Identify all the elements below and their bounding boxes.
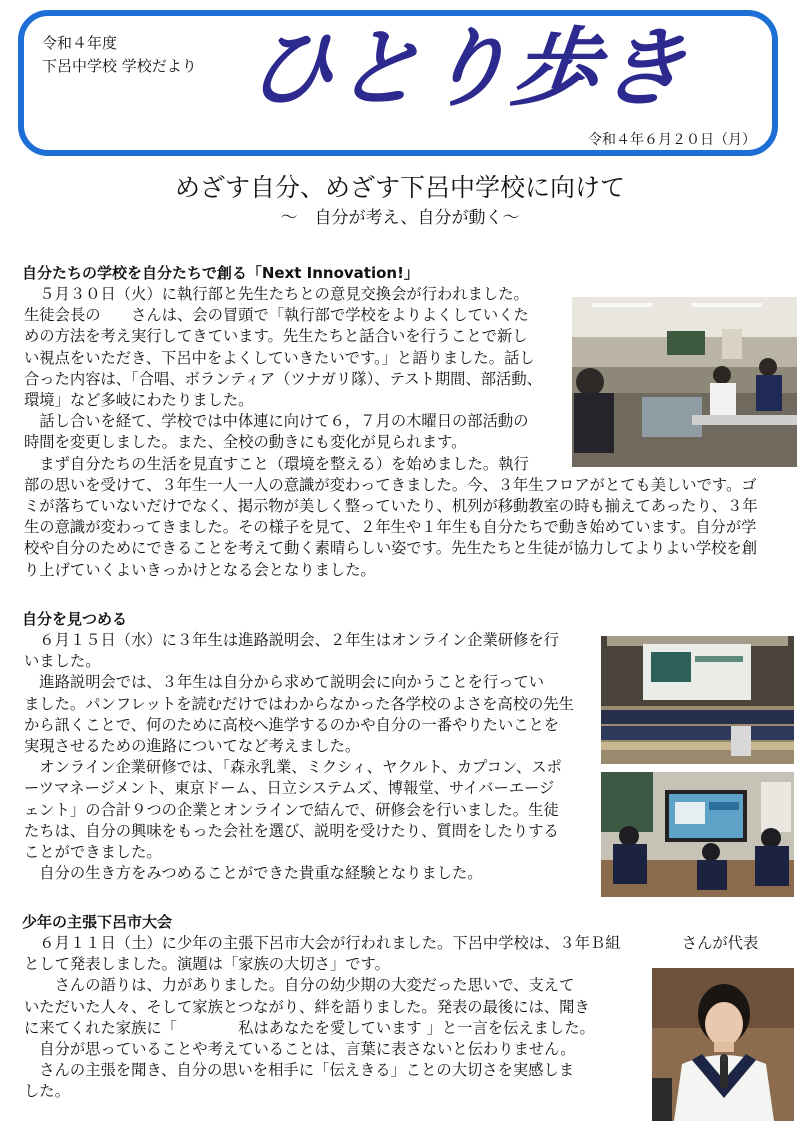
speech-text-line: さんの語りは、力がありました。自分の幼少期の大変だった思いで、支えて <box>24 976 575 995</box>
self-text-line: 進路説明会では、３年生は自分から求めて説明会に向かうことを行ってい <box>24 673 545 692</box>
speech-text-line: ６月１１日（土）に少年の主張下呂市大会が行われました。下呂中学校は、３年Ｂ組 さんが代表 <box>24 934 759 952</box>
innovation-text-line: 生の意識が変わってきました。その様子を見て、２年生や１年生も自分たちで動き始めています。自分が学 <box>24 518 757 537</box>
page-subtitle: ～ 自分が考え、自分が動く～ <box>280 208 520 228</box>
speech-text-line: として発表しました。演題は「家族の大切さ」です。 <box>24 955 390 974</box>
self-text-line: から訊くことで、何のために高校へ進学するのかや自分の一番やりたいことを <box>24 715 560 734</box>
section-heading-speech: 少年の主張下呂市大会 <box>22 913 173 931</box>
section-heading-innovation: 自分たちの学校を自分たちで創る「Next Innovation!」 <box>22 264 419 282</box>
section-body-self <box>24 630 592 884</box>
online-training-photo <box>601 772 794 897</box>
speech-text-line: いただいた人々、そして家族とつながり、絆を語りました。発表の最後には、聞き <box>24 997 590 1016</box>
innovation-text-line: り上げていくよいきっかけとなる会となりました。 <box>24 560 376 579</box>
issue-date: 令和４年６月２０日（月） <box>588 132 756 148</box>
innovation-text-line: 校や自分のためにできることを考えて動く素晴らしい姿です。先生たちと生徒が協力してよりよい学校を創 <box>24 539 758 558</box>
self-text-line: 自分の生き方をみつめることができた貴重な経験となりました。 <box>24 864 483 883</box>
self-text-line: オンライン企業研修では、「森永乳業、ミクシィ、ヤクルト、カプコン、スポ <box>24 758 562 777</box>
career-briefing-photo <box>601 636 794 764</box>
section-heading-self: 自分を見つめる <box>22 610 128 628</box>
newsletter-year: 令和４年度 <box>42 34 118 52</box>
meeting-photo <box>572 297 797 467</box>
self-text-line: ました。パンフレットを読むだけではわからなかった各学校のよさを高校の先生 <box>24 694 574 713</box>
self-text-line: 実現させるための進路についてなど考えました。 <box>24 737 361 756</box>
innovation-text-line: 環境」など多岐にわたりました。 <box>24 391 254 410</box>
masthead-logo: ひとり歩き <box>242 18 694 119</box>
innovation-text-line: 合った内容は、「合唱、ボランティア（ツナガリ隊）、テスト期間、部活動、 <box>24 369 542 388</box>
self-text-line: ェント」の合計９つの企業とオンラインで結んで、研修会を行いました。生徒 <box>24 800 559 819</box>
innovation-text-line: まず自分たちの生活を見直すこと（環境を整える）を始めました。執行 <box>24 454 529 473</box>
innovation-text-line: 部の思いを受けて、３年生一人一人の意識が変わってきました。今、３年生フロアがとても美しいです。ゴ <box>24 475 757 494</box>
innovation-text-line: めの方法を考え実行してきています。先生たちと話合いを行うことで新し <box>24 327 528 346</box>
self-text-line: ことができました。 <box>24 843 162 862</box>
innovation-text-line: ミが落ちていないだけでなく、掲示物が美しく整っていたり、机列が移動教室の時も揃えてあったり、３年 <box>24 497 758 516</box>
self-text-line: ６月１５日（水）に３年生は進路説明会、２年生はオンライン企業研修を行 <box>24 631 559 649</box>
innovation-text-line: 話し合いを経て、学校では中体連に向けて６，７月の木曜日の部活動の <box>24 412 529 431</box>
innovation-text-line: い視点をいただき、下呂中をよくしていきたいです。」と語りました。話し <box>24 348 535 367</box>
innovation-text-line: 時間を変更しました。また、全校の動きにも変化が見られます。 <box>24 433 467 452</box>
speech-text-line: さんの主張を聞き、自分の思いを相手に「伝えきる」ことの大切さを実感しま <box>24 1061 575 1080</box>
speech-text-line: 自分が思っていることや考えていることは、言葉に表さないと伝わりません。 <box>24 1040 576 1059</box>
speech-text-line: に来てくれた家族に「 私はあなたを愛しています 」と一言を伝えました。 <box>24 1018 595 1037</box>
speech-text-line: した。 <box>24 1082 70 1101</box>
speech-contest-photo <box>652 968 794 1121</box>
self-text-line: ーツマネージメント、東京ドーム、日立システムズ、博報堂、サイバーエージ <box>24 779 555 798</box>
innovation-text-line: 生徒会長の さんは、会の冒頭で「執行部で学校をよりよくしていくた <box>24 306 529 325</box>
newsletter-school: 下呂中学校 学校だより <box>42 57 197 75</box>
self-text-line: たちは、自分の興味をもった会社を選び、説明を受けたり、質問をしたりする <box>24 821 559 840</box>
page-title: めざす自分、めざす下呂中学校に向けて <box>174 173 625 202</box>
self-text-line: いました。 <box>24 652 101 671</box>
innovation-text-line: ５月３０日（火）に執行部と先生たちとの意見交換会が行われました。 <box>24 285 529 303</box>
